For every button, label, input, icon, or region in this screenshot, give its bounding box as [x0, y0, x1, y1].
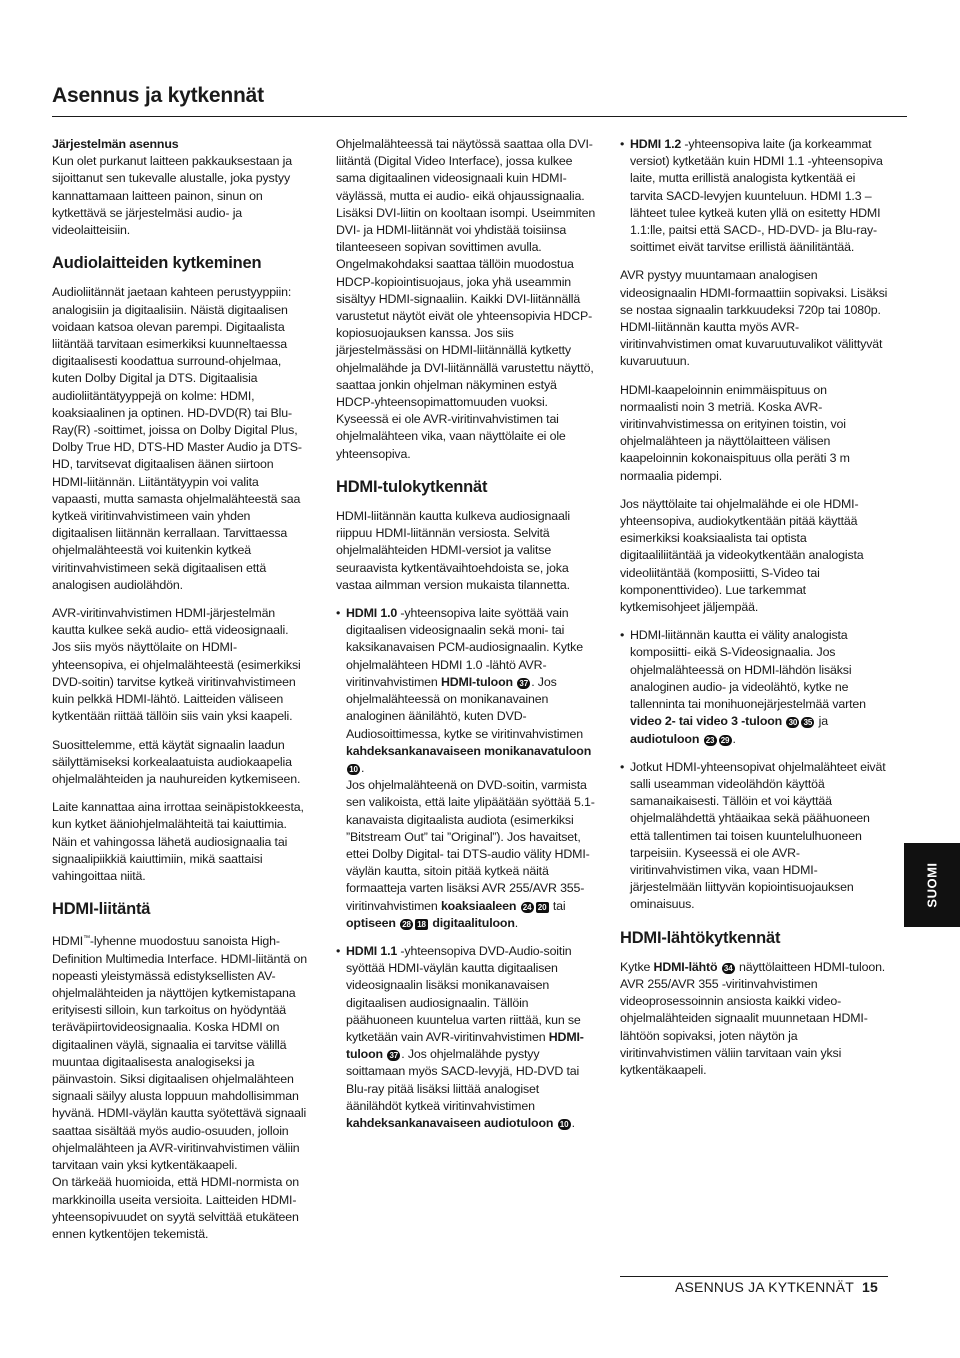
paragraph: Jos näyttölaite tai ohjelmalähde ei ole HDMI-yhteensopiva, audiokytkentään pitää käyttää esimerkiksi koaksiaalista tai optista digitaaliliitäntää ja videokytkentään analogista videoliitäntää (komposiitti, S-Video tai komponenttivideo). Lue tarkemmat kytkemisohjeet jäljempää.: [620, 496, 864, 615]
heading-audio-connections: Audiolaitteiden kytkeminen: [52, 254, 262, 273]
connector-callout-icon: 20: [536, 902, 549, 913]
list-item: • HDMI 1.0 -yhteensopiva laite syöttää vain digitaalisen videosignaalin sekä moni- tai kaksikanavaisen PCM-audiosignaalin. Kytke ohjelmalähteen HDMI 1.0 -lähtö AVR-viritinvahvistimen HDMI-tuloon 37 . Jos ohjelmalähteessä on monikanavainen analoginen äänilähtö, kuten DVD-Audiosoittimessa, kytke se viritinvahvistimen kahdeksankanavaiseen monikanavatuloon 10 . Jos ohjelmalähteenä on DVD-soitin, varmista sen valikoista, että laite ylipäätään syöttää 5.1-kanavaista digitaalista audiota (esimerkiksi ”Bitstream Out” tai ”Original”). Jos havaitset, ettei Dolby Digital- tai DTS-audio välity HDMI-väylän kautta, sitoin pitää kytkeä näitä formaatteja varten lisäksi AVR 255/AVR 355-viritinvahvistimen koaksiaaleen 24 20 tai optiseen 28 18 digitaalituloon.: [336, 605, 596, 932]
list-item: • HDMI-liitännän kautta ei välity analogista komposiitti- eikä S-Videosignaalia. Jos ohjelmalähteessä on HDMI-lähdön lisäksi analoginen audio- ja videolähtö, kytke ne tallenninta tai monihuonejärjestelmää varten video 2- tai video 3 -tuloon 30 35 ja audiotuloon 23 29 .: [620, 627, 888, 747]
title-divider: [52, 116, 907, 117]
paragraph: On tärkeää huomioida, että HDMI-normista on markkinoilla useita versioita. Laitteiden HDMI-yhteensopivuudet on syytä selvittää etukäteen ennen kytkentöjen tekemistä.: [52, 1175, 299, 1241]
paragraph: HDMI™-lyhenne muodostuu sanoista High-Definition Multimedia Interface. HDMI-liitäntä on nopeasti yleistymässä edistyksellisten AV-ohjelmalähteiden ja näyttöjen kytkemistapana erityisesti silloin, kun tarkoitus on hyödyntää teräväpiirtovideosignaalia. Koska HDMI on digitaalinen väylä, signaalia ei tarvitse välillä muuntaa digitaalisesta analogiseksi ja päinvastoin. Siksi digitaalisen ohjelmalähteen signaali säilyy alusta loppuun mahdollisimman hyvänä. HDMI-väylän kautta syötettävä signaali saattaa sisältää myös audio-osuuden, jolloin ohjelmalähteen ja AVR-viritinvahvistimen väliin tarvitaan vain yksi kytkentäkaapeli.: [52, 934, 308, 1173]
footer-divider: [620, 1276, 888, 1277]
list-item: • HDMI 1.1 -yhteensopiva DVD-Audio-soitin syöttää HDMI-väylän kautta digitaalisen videosignaalin lisäksi monikanavaisen digitaalisen audiosignaalin. Tällöin päähuoneen kuuntelua varten riittää, kun se kytketään vain AVR-viritinvahvistimen HDMI-tuloon 37 . Jos ohjelmalähde pystyy soittamaan myös SACD-levyjä, HD-DVD tai Blu-ray pitää lisäksi liittää analogiset äänilähdöt kytkeä viritinvahvistimen kahdeksankanavaiseen audiotuloon 10 .: [336, 943, 596, 1132]
connector-callout-icon: 29: [719, 735, 732, 746]
paragraph: HDMI-liitännän kautta kulkeva audiosignaali riippuu HDMI-liitännän versiosta. Selvitä ohjelmalähteiden HDMI-versiot ja valitse seuraavista kytkentävaihtoehdoista se, joka vastaa ailmman version mukaista tilannetta.: [336, 509, 570, 592]
paragraph: Laite kannattaa aina irrottaa seinäpistokkeesta, kun kytket ääniohjelmalähteitä tai kaiuttimia. Näin et vahingossa lähetä audiosignaalia tai signaalipiikkiä kaiuttimiin, mikä saattaisi vahingoittaa niitä.: [52, 800, 304, 883]
connector-callout-icon: 37: [517, 678, 530, 689]
connector-callout-icon: 23: [704, 735, 717, 746]
paragraph: HDMI-kaapeloinnin enimmäispituus on normaalisti noin 3 metriä. Koska AVR-viritinvahvistimessa on erityinen toistin, voi ohjelmalähteen ja näyttölaitteen välisen kaapeloinnin kokonaispituus olla peräti 3 m normaalia pidempi.: [620, 382, 850, 483]
connector-callout-icon: 24: [521, 902, 534, 913]
bullet-list: [336, 605, 596, 1132]
connector-callout-icon: 30: [786, 717, 799, 728]
page-title: Asennus ja kytkennät: [52, 84, 264, 107]
column-middle: [336, 136, 596, 1143]
heading-system-installation: Järjestelmän asennus: [52, 137, 179, 151]
heading-hdmi-input-connections: HDMI-tulokytkennät: [336, 477, 488, 496]
paragraph: Suosittelemme, että käytät signaalin laadun säilyttämiseksi korkealaatuista audiokaapelia ohjelmalähteiden ja nauhureiden kytkemiseen.: [52, 737, 301, 786]
page-footer: [675, 1279, 878, 1295]
connector-callout-icon: 10: [558, 1119, 571, 1130]
heading-hdmi-connection: HDMI-liitäntä: [52, 900, 151, 919]
bullet-list: [620, 136, 888, 256]
connector-callout-icon: 37: [387, 1050, 400, 1061]
column-left: [52, 136, 310, 1254]
language-tab: SUOMI: [904, 843, 960, 927]
column-right: [620, 136, 888, 1090]
connector-callout-icon: 28: [400, 919, 413, 930]
bullet-list: [620, 627, 888, 913]
paragraph: Kytke HDMI-lähtö 34 näyttölaitteen HDMI-tuloon. AVR 255/AVR 355 -viritinvahvistimen videoprosessoinnin ansiosta kaikki video-ohjelmalähteiden signaalit muunnetaan HDMI-lähtöön sopivaksi, joten näytön ja viritinvahvistimen väliin tarvitaan vain yksi kytkentäkaapeli.: [620, 959, 886, 1077]
paragraph: Kun olet purkanut laitteen pakkauksestaan ja sijoittanut sen tukevalle alustalle, joka pystyy kannattamaan laitteen painon, sinun on kytkettävä se järjestelmäsi audio- ja videolaitteisiin.: [52, 154, 293, 238]
page-number: 15: [862, 1279, 878, 1295]
paragraph: AVR-viritinvahvistimen HDMI-järjestelmän kautta kulkee sekä audio- että videosignaali. Jos siis myös näyttölaite on HDMI-yhteensopiva, ei ohjelmalähteestä (esimerkiksi DVD-soitin) tarvitse kytkeä viritinvahvistimeen kuin pelkkä HDMI-lähtö. Laitteiden väliseen kytkentään riittää tällöin siis vain yksi kaapeli.: [52, 606, 301, 724]
list-item: • Jotkut HDMI-yhteensopivat ohjelmalähteet eivät salli useamman videolähdön käyttöä samanaikaisesti. Tällöin et voi käyttää ohjelmalähdettä yhtäaikaa sekä päähuoneen että tallentimen tai toisen kuuntelulhuoneen tarpeisiin. Kyseessä ei ole AVR-viritinvahvistimen vika, vaan HDMI-järjestelmään liittyvän kopiointisuojauksen ominaisuus.: [620, 759, 888, 914]
heading-hdmi-output-connections: HDMI-lähtökytkennät: [620, 928, 781, 947]
paragraph: Audioliitännät jaetaan kahteen perustyyppiin: analogisiin ja digitaalisiin. Näistä digitaalisen voidaan katsoa olevan parempi. Digitaalista liitäntää tarvitaan esimerkiksi kuunneltaessa digitaalisesti koodattua surround-ohjelmaa, kuten Dolby Digital ja DTS. Digitaalisia audioliitäntätyyppejä on kolme: HDMI, koaksiaalinen ja optinen. HD-DVD(R) tai Blu-Ray(R) -soittimet, joissa on Dolby Digital Plus, Dolby True HD, DTS-HD Master Audio ja DTS-HD, tarvitsevat digitaalisen äänen siirtoon HDMI-liitännän. Liitäntätyypin voi valita vapaasti, mutta samasta ohjelmalähteestä saa kytkeä viritinvahvistimeen vain yhden digitaalisen liitännän kerrallaan. Tarvittaessa ohjelmalähteestä voi kuitenkin kytkeä viritinvahvistimeen sekä digitaalisen että analogisen audiolähdön.: [52, 285, 302, 592]
paragraph: AVR pystyy muuntamaan analogisen videosignaalin HDMI-formaattiin sopivaksi. Lisäksi se nostaa signaalin tarkkuudeksi 720p tai 1080p. HDMI-liitännän kautta myös AVR-viritinvahvistimen omat kuvaruutuvalikot välittyvät kuvaruutuun.: [620, 268, 888, 369]
connector-callout-icon: 18: [415, 919, 428, 930]
paragraph: Ohjelmalähteessä tai näytössä saattaa olla DVI-liitäntä (Digital Video Interface), jossa kulkee sama digitaalinen videosignaali kuin HDMI-väylässä, mutta ei audio- eikä ohjaussignaalia. Lisäksi DVI-liitin on kooltaan isompi. Useimmiten DVI- ja HDMI-liitännät voi yhdistää toisiinsa tilanteeseen sopivan sovittimen avulla. Ongelmakohdaksi saattaa tällöin muodostua HDCP-kopiointisuojaus, joka yhä useammin sisältyy HDMI-signaaliin. Kaikki DVI-liitännällä varustetut näytöt eivät ole yhteensopivia HDCP-kopiosuojauksen kanssa. Jos siis järjestelmässäsi on HDMI-liitännällä kytketty ohjelmalähde ja DVI-liitännällä varustettu näyttö, saattaa jonkin ohjelman näkyminen estyä HDCP-yhteensopimattomuuden vuoksi. Kyseessä ei ole AVR-viritinvahvistimen tai ohjelmalähteen vika, vaan näyttölaite ei ole yhteensopiva.: [336, 137, 596, 461]
connector-callout-icon: 34: [722, 963, 735, 974]
connector-callout-icon: 10: [347, 764, 360, 775]
connector-callout-icon: 35: [801, 717, 814, 728]
footer-section-title: ASENNUS JA KYTKENNÄT: [674, 1279, 855, 1295]
list-item: • HDMI 1.2 -yhteensopiva laite (ja korkeammat versiot) kytketään kuin HDMI 1.1 -yhteensopiva laite, mutta erillistä analogista kytkentää ei tarvita SACD-levyjen kuunteluun. HDMI 1.3 –lähteet tulee kytkeä kuten yllä on esitetty HDMI 1.1:lle, paitsi että SACD-, HD-DVD- ja Blu-ray-soittimet eivät tarvitse erillistä äänilitäntää.: [620, 136, 888, 256]
